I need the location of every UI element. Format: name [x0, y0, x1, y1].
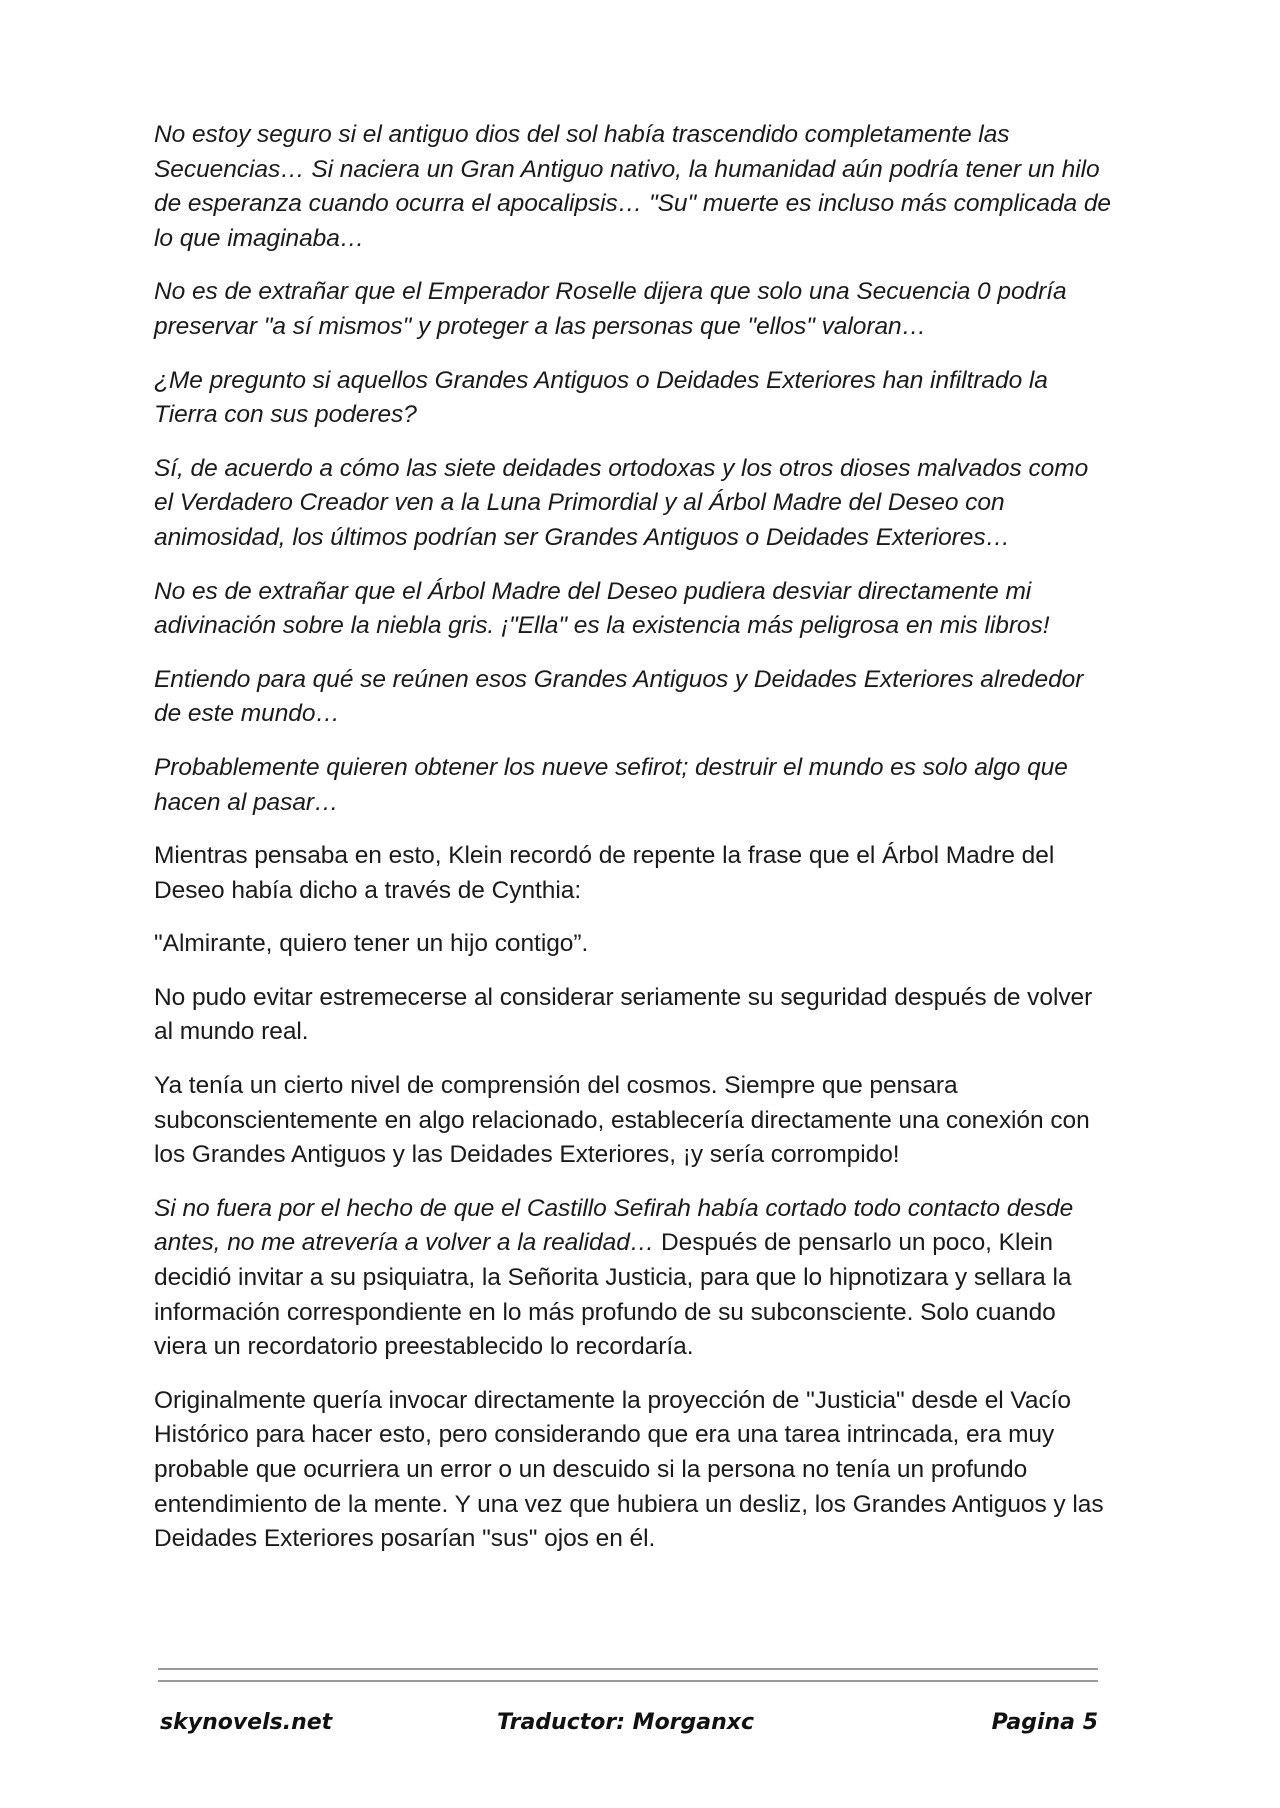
paragraph: [154, 275, 1112, 344]
paragraph: [154, 839, 1112, 908]
paragraph: [154, 364, 1112, 433]
paragraph: [154, 751, 1112, 820]
paragraph-text-italic: No estoy seguro si el antiguo dios del sol había trascendido completamente las Secuencias… Si naciera un Gran Antiguo nativo, la humanidad aún podría tener un hilo de esperanza cuando ocurra el apocalipsis… "Su" muerte es incluso más complicada de lo que imaginaba…: [154, 121, 1112, 252]
paragraph: [154, 1384, 1112, 1557]
paragraph-text: Después de pensarlo un poco, Klein decidió invitar a su psiquiatra, la Señorita Justicia, para que lo hipnotizara y sellara la información correspondiente en lo más profundo de su subconsciente. Solo cuando viera un recordatorio preestablecido lo recordaría.: [154, 1229, 1072, 1361]
paragraph-text: Ya tenía un cierto nivel de comprensión del cosmos. Siempre que pensara subconscientemente en algo relacionado, establecería directamente una conexión con los Grandes Antiguos y las Deidades Exteriores, ¡y sería corrompido!: [154, 1072, 1090, 1169]
paragraph: [154, 663, 1112, 732]
paragraph: [154, 1192, 1112, 1365]
paragraph: [154, 1069, 1112, 1173]
paragraph: [154, 118, 1112, 256]
paragraph: [154, 452, 1112, 556]
paragraph: [154, 981, 1112, 1050]
paragraph-text-italic: Entiendo para qué se reúnen esos Grandes Antiguos y Deidades Exteriores alrededor de este mundo…: [154, 665, 1084, 728]
footer-site: skynovels.net: [160, 1710, 333, 1735]
paragraph-text-italic: No es de extrañar que el Árbol Madre del Deseo pudiera desviar directamente mi adivinación sobre la niebla gris. ¡"Ella" es la existencia más peligrosa en mis libros!: [154, 577, 1050, 640]
footer-page-number: Pagina 5: [991, 1710, 1098, 1735]
page-footer: [158, 1710, 1098, 1744]
footer-translator: Traductor: Morganxc: [497, 1710, 755, 1735]
footer-divider-bottom: [158, 1680, 1098, 1682]
paragraph-text: "Almirante, quiero tener un hijo contigo”.: [154, 930, 589, 958]
paragraph-text: No pudo evitar estremecerse al considerar seriamente su seguridad después de volver al mundo real.: [154, 983, 1093, 1046]
paragraph-text: Originalmente quería invocar directamente la proyección de "Justicia" desde el Vacío Histórico para hacer esto, pero considerando que era una tarea intrincada, era muy probable que ocurriera un error o un descuido si la persona no tenía un profundo entendimiento de la mente. Y una vez que hubiera un desliz, los Grandes Antiguos y las Deidades Exteriores posarían "sus" ojos en él.: [154, 1386, 1104, 1553]
paragraph-text: Mientras pensaba en esto, Klein recordó de repente la frase que el Árbol Madre del Deseo había dicho a través de Cynthia:: [154, 842, 1055, 904]
paragraph-text-italic: Sí, de acuerdo a cómo las siete deidades ortodoxas y los otros dioses malvados como el Verdadero Creador ven a la Luna Primordial y al Árbol Madre del Deseo con animosidad, los últimos podrían ser Grandes Antiguos o Deidades Exteriores…: [154, 454, 1089, 551]
footer-divider-top: [158, 1668, 1098, 1670]
paragraph: [154, 575, 1112, 644]
document-body: [154, 118, 1112, 1576]
paragraph-text-italic: ¿Me pregunto si aquellos Grandes Antiguos o Deidades Exteriores han infiltrado la Tierra con sus poderes?: [154, 366, 1048, 429]
paragraph-text-italic: No es de extrañar que el Emperador Roselle dijera que solo una Secuencia 0 podría preservar "a sí mismos" y proteger a las personas que "ellos" valoran…: [154, 278, 1067, 340]
paragraph-text-italic: Si no fuera por el hecho de que el Castillo Sefirah había cortado todo contacto desde antes, no me atrevería a volver a la realidad…: [154, 1194, 1074, 1257]
paragraph: [154, 927, 1112, 962]
paragraph-text-italic: Probablemente quieren obtener los nueve sefirot; destruir el mundo es solo algo que hacen al pasar…: [154, 753, 1068, 816]
